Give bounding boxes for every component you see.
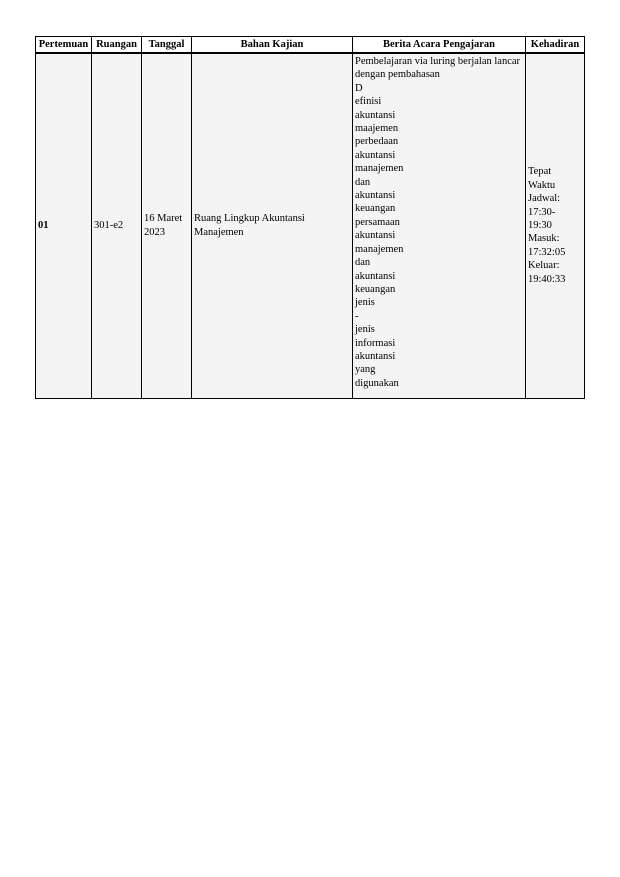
berita-acara-line: akuntansi [355,190,396,202]
header-berita-acara: Berita Acara Pengajaran [353,37,526,54]
berita-acara-line: - [355,310,359,322]
cell-berita-acara [353,53,526,398]
cell-kehadiran [526,53,585,398]
berita-acara-line: akuntansi [355,350,396,362]
berita-acara-line: akuntansi [355,149,396,161]
berita-acara-line: keuangan [355,283,396,295]
kehadiran-line: 17:32:05 [528,246,566,258]
berita-acara-line: persamaan [355,216,400,228]
cell-ruangan: 301-e2 [92,53,142,398]
kehadiran-line: Masuk: [528,233,560,245]
berita-acara-line: maajemen [355,123,399,135]
berita-acara-line: jenis [355,324,375,336]
kehadiran-line: Tepat [528,166,552,178]
berita-acara-line: jenis [355,297,375,309]
berita-acara-line: akuntansi [355,270,396,282]
kehadiran-line: Waktu [528,179,556,191]
kehadiran-line: Keluar: [528,260,560,272]
header-bahan-kajian: Bahan Kajian [192,37,353,54]
kehadiran-line: 19:40:33 [528,273,566,285]
table-header-row [36,37,585,54]
berita-acara-line: akuntansi [355,230,396,242]
berita-acara-line: D [355,82,363,94]
header-tanggal: Tanggal [142,37,192,54]
berita-acara-line: digunakan [355,377,399,389]
kehadiran-line: 19:30 [528,220,552,232]
table-row [36,53,585,398]
berita-acara-line: efinisi [355,96,382,108]
berita-acara-line: yang [355,364,376,376]
berita-acara-line: perbedaan [355,136,399,148]
berita-acara-lines [355,82,523,390]
kehadiran-line: 17:30- [528,206,556,218]
berita-acara-line: keuangan [355,203,396,215]
cell-tanggal: 16 Maret 2023 [142,53,192,398]
cell-bahan-kajian: Ruang Lingkup Akuntansi Manajemen [192,53,353,398]
berita-acara-line: akuntansi [355,109,396,121]
berita-acara-line: dan [355,176,371,188]
berita-acara-line: manajemen [355,163,404,175]
kehadiran-line: Jadwal: [528,193,561,205]
berita-acara-intro: Pembelajaran via luring berjalan lancar dengan pembahasan [355,56,521,81]
cell-pertemuan: 01 [36,53,92,398]
berita-acara-line: dan [355,257,371,269]
berita-acara-line: informasi [355,337,396,349]
header-pertemuan: Pertemuan [36,37,92,54]
berita-acara-line: manajemen [355,243,404,255]
teaching-report-table [35,36,585,399]
kehadiran-lines [528,165,582,286]
header-kehadiran: Kehadiran [526,37,585,54]
header-ruangan: Ruangan [92,37,142,54]
